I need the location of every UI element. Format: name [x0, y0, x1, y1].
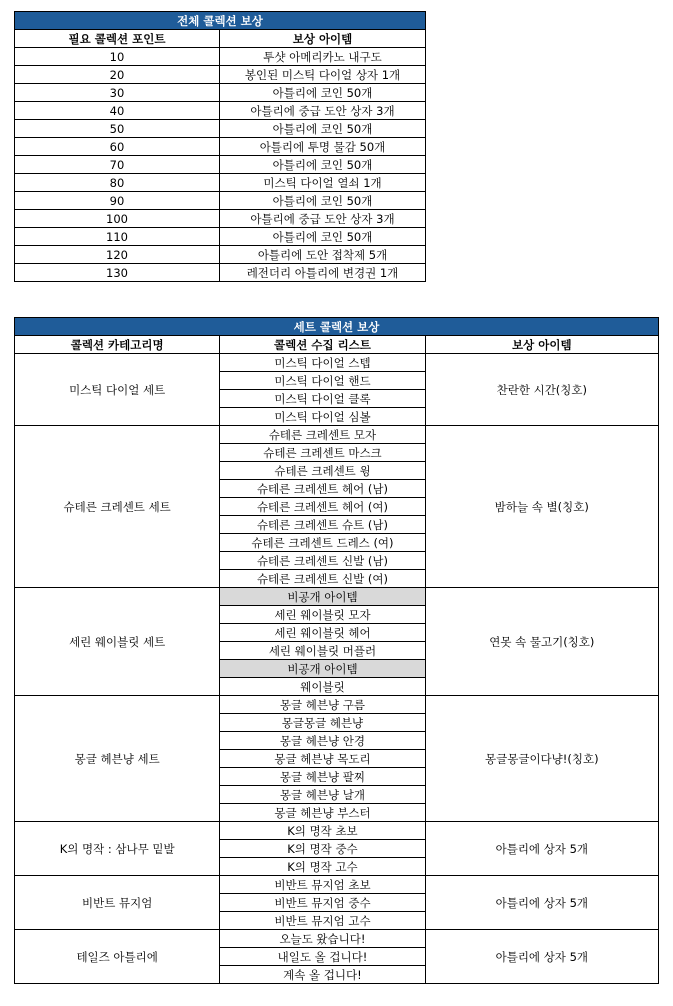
table-row: [15, 174, 426, 192]
collection-item-cell: K의 명작 초보: [220, 822, 425, 840]
table-row: [15, 822, 659, 840]
column-header-category: 콜렉션 카테고리명: [15, 336, 220, 354]
collection-item-cell: 몽글몽글 헤븐냥: [220, 714, 425, 732]
table-row: [15, 48, 426, 66]
collection-item-cell: 세린 웨이블릿 헤어: [220, 624, 425, 642]
column-header-set-reward: 보상 아이템: [425, 336, 658, 354]
reward-cell: 아틀리에 코인 50개: [220, 84, 426, 102]
table-row: [15, 120, 426, 138]
table-row: [15, 210, 426, 228]
collection-item-cell: 비반트 뮤지엄 초보: [220, 876, 425, 894]
set-reward-cell: 밤하늘 속 별(칭호): [425, 426, 658, 588]
points-cell: 80: [15, 174, 220, 192]
hidden-item-cell: 비공개 아이템: [220, 660, 425, 678]
points-cell: 20: [15, 66, 220, 84]
table-row: [15, 192, 426, 210]
reward-cell: 봉인된 미스틱 다이얼 상자 1개: [220, 66, 426, 84]
table-row: [15, 354, 659, 372]
collection-item-cell: 슈테른 크레센트 마스크: [220, 444, 425, 462]
table-row: [15, 264, 426, 282]
set-reward-cell: 아틀리에 상자 5개: [425, 822, 658, 876]
reward-cell: 아틀리에 코인 50개: [220, 120, 426, 138]
table-row: [15, 84, 426, 102]
points-cell: 10: [15, 48, 220, 66]
points-cell: 100: [15, 210, 220, 228]
table-row: [15, 102, 426, 120]
reward-cell: 레전더리 아틀리에 변경권 1개: [220, 264, 426, 282]
collection-item-cell: 미스틱 다이얼 심볼: [220, 408, 425, 426]
collection-item-cell: 몽글 헤븐냥 목도리: [220, 750, 425, 768]
collection-item-cell: 세린 웨이블릿 머플러: [220, 642, 425, 660]
collection-item-cell: 슈테른 크레센트 신발 (여): [220, 570, 425, 588]
reward-cell: 아틀리에 중급 도안 상자 3개: [220, 102, 426, 120]
collection-item-cell: 계속 올 겁니다!: [220, 966, 425, 984]
points-cell: 60: [15, 138, 220, 156]
collection-item-cell: 몽글 헤븐냥 안경: [220, 732, 425, 750]
table-row: [15, 66, 426, 84]
collection-item-cell: 몽글 헤븐냥 날개: [220, 786, 425, 804]
set-reward-cell: 아틀리에 상자 5개: [425, 876, 658, 930]
points-cell: 70: [15, 156, 220, 174]
points-cell: 40: [15, 102, 220, 120]
collection-item-cell: 몽글 헤븐냥 부스터: [220, 804, 425, 822]
category-cell: 비반트 뮤지엄: [15, 876, 220, 930]
table-row: [15, 228, 426, 246]
reward-cell: 미스틱 다이얼 열쇠 1개: [220, 174, 426, 192]
category-cell: 슈테른 크레센트 세트: [15, 426, 220, 588]
collection-item-cell: 슈테른 크레센트 헤어 (남): [220, 480, 425, 498]
collection-item-cell: 슈테른 크레센트 슈트 (남): [220, 516, 425, 534]
collection-item-cell: 슈테른 크레센트 헤어 (여): [220, 498, 425, 516]
category-cell: 테일즈 아틀리에: [15, 930, 220, 984]
column-header-collection-list: 콜렉션 수집 리스트: [220, 336, 425, 354]
overall-collection-reward-table: [14, 11, 426, 282]
collection-item-cell: 비반트 뮤지엄 중수: [220, 894, 425, 912]
set-reward-cell: 아틀리에 상자 5개: [425, 930, 658, 984]
set-reward-cell: 몽글몽글이다냥!(칭호): [425, 696, 658, 822]
reward-cell: 아틀리에 중급 도안 상자 3개: [220, 210, 426, 228]
table-row: [15, 930, 659, 948]
collection-item-cell: 미스틱 다이얼 스텝: [220, 354, 425, 372]
reward-cell: 아틀리에 코인 50개: [220, 192, 426, 210]
collection-item-cell: 미스틱 다이얼 클록: [220, 390, 425, 408]
collection-item-cell: 세린 웨이블릿 모자: [220, 606, 425, 624]
collection-item-cell: 슈테른 크레센트 드레스 (여): [220, 534, 425, 552]
collection-item-cell: K의 명작 중수: [220, 840, 425, 858]
category-cell: 미스틱 다이얼 세트: [15, 354, 220, 426]
collection-item-cell: 오늘도 왔습니다!: [220, 930, 425, 948]
points-cell: 120: [15, 246, 220, 264]
column-header-reward: 보상 아이템: [220, 30, 426, 48]
set-reward-cell: 찬란한 시간(칭호): [425, 354, 658, 426]
collection-item-cell: 슈테른 크레센트 신발 (남): [220, 552, 425, 570]
points-cell: 30: [15, 84, 220, 102]
category-cell: K의 명작 : 삼나무 밑발: [15, 822, 220, 876]
collection-item-cell: 슈테른 크레센트 모자: [220, 426, 425, 444]
collection-item-cell: 웨이블릿: [220, 678, 425, 696]
table-row: [15, 156, 426, 174]
collection-item-cell: K의 명작 고수: [220, 858, 425, 876]
points-cell: 110: [15, 228, 220, 246]
set-table-title: 세트 콜렉션 보상: [15, 318, 659, 336]
reward-cell: 투샷 아메리카노 내구도: [220, 48, 426, 66]
collection-item-cell: 내일도 올 겁니다!: [220, 948, 425, 966]
points-cell: 50: [15, 120, 220, 138]
category-cell: 몽글 헤븐냥 세트: [15, 696, 220, 822]
reward-cell: 아틀리에 투명 물감 50개: [220, 138, 426, 156]
overall-table-title: 전체 콜렉션 보상: [15, 12, 426, 30]
collection-item-cell: 몽글 헤븐냥 구름: [220, 696, 425, 714]
table-row: [15, 588, 659, 606]
table-row: [15, 246, 426, 264]
table-row: [15, 426, 659, 444]
reward-cell: 아틀리에 코인 50개: [220, 156, 426, 174]
category-cell: 세린 웨이블릿 세트: [15, 588, 220, 696]
reward-cell: 아틀리에 코인 50개: [220, 228, 426, 246]
points-cell: 90: [15, 192, 220, 210]
hidden-item-cell: 비공개 아이템: [220, 588, 425, 606]
collection-item-cell: 비반트 뮤지엄 고수: [220, 912, 425, 930]
points-cell: 130: [15, 264, 220, 282]
collection-item-cell: 슈테른 크레센트 윙: [220, 462, 425, 480]
collection-item-cell: 미스틱 다이얼 핸드: [220, 372, 425, 390]
table-row: [15, 876, 659, 894]
reward-cell: 아틀리에 도안 접착제 5개: [220, 246, 426, 264]
collection-item-cell: 몽글 헤븐냥 팔찌: [220, 768, 425, 786]
set-reward-cell: 연못 속 물고기(칭호): [425, 588, 658, 696]
table-row: [15, 696, 659, 714]
column-header-points: 필요 콜렉션 포인트: [15, 30, 220, 48]
table-row: [15, 138, 426, 156]
set-collection-reward-table: [14, 317, 659, 984]
